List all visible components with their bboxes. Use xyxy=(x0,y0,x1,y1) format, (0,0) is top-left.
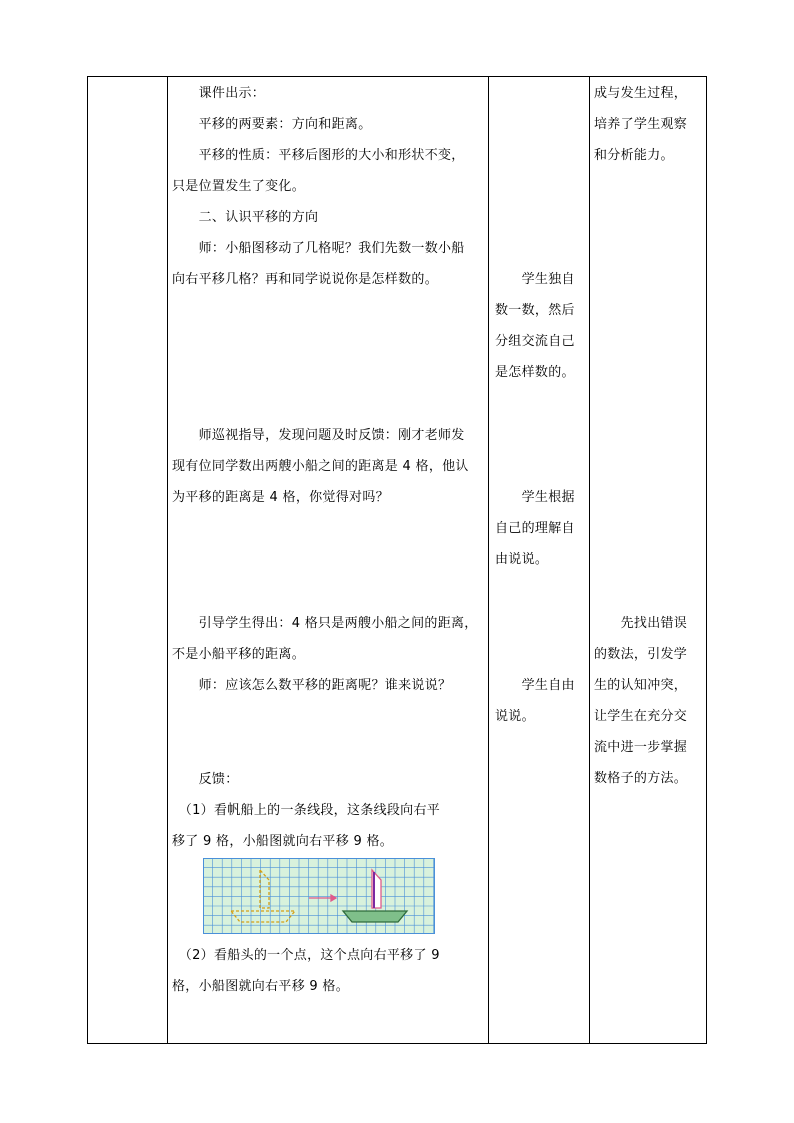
text-line: 课件出示： xyxy=(172,86,266,101)
text-line: 和分析能力。 xyxy=(594,148,674,163)
text-line: 让学生在充分交 xyxy=(594,709,688,724)
text-line: 师巡视指导，发现问题及时反馈：刚才老师发 xyxy=(172,428,465,443)
text-line: 引导学生得出：4 格只是两艘小船之间的距离， xyxy=(172,616,478,631)
text-line: 不是小船平移的距离。 xyxy=(172,647,306,662)
text-line: 向右平移几格？再和同学说说你是怎样数的。 xyxy=(172,272,439,287)
text-line: （2）看船头的一个点，这个点向右平移了 9 xyxy=(172,948,440,963)
text-line: 的数法，引发学 xyxy=(594,647,688,662)
text-line: 先找出错误 xyxy=(594,616,688,631)
text-line: 学生根据 xyxy=(495,490,575,505)
text-line: 反馈： xyxy=(172,772,239,787)
text-line: 格，小船图就向右平移 9 格。 xyxy=(172,979,350,994)
column-divider xyxy=(488,77,489,1043)
text-line: 平移的两要素：方向和距离。 xyxy=(172,117,372,132)
text-line: 自己的理解自 xyxy=(495,521,575,536)
text-line: 二、认识平移的方向 xyxy=(172,210,319,225)
text-line: 数一数，然后 xyxy=(495,303,575,318)
text-line: 师：应该怎么数平移的距离呢？谁来说说？ xyxy=(172,678,452,693)
column-divider xyxy=(589,77,590,1043)
moved-hull xyxy=(343,911,407,922)
text-line: 流中进一步掌握 xyxy=(594,740,688,755)
text-line: 说说。 xyxy=(495,709,535,724)
text-line: （1）看帆船上的一条线段，这条线段向右平 xyxy=(172,803,441,818)
text-line: 培养了学生观察 xyxy=(594,117,688,132)
text-line: 生的认知冲突， xyxy=(594,678,688,693)
text-line: 成与发生过程， xyxy=(594,86,688,101)
boat-translation-figure xyxy=(203,858,435,934)
text-line: 学生自由 xyxy=(495,678,575,693)
text-line: 学生独自 xyxy=(495,272,575,287)
grid-background xyxy=(204,859,435,934)
text-line: 平移的性质：平移后图形的大小和形状不变， xyxy=(172,148,465,163)
text-line: 数格子的方法。 xyxy=(594,771,688,786)
text-line: 由说说。 xyxy=(495,552,549,567)
text-line: 为平移的距离是 4 格，你觉得对吗？ xyxy=(172,490,389,505)
text-line: 只是位置发生了变化。 xyxy=(172,179,306,194)
text-line: 移了 9 格，小船图就向右平移 9 格。 xyxy=(172,834,394,849)
column-divider xyxy=(167,77,168,1043)
text-line: 是怎样数的。 xyxy=(495,365,575,380)
text-line: 分组交流自己 xyxy=(495,334,575,349)
text-line: 师：小船图移动了几格呢？我们先数一数小船 xyxy=(172,241,465,256)
text-line: 现有位同学数出两艘小船之间的距离是 4 格，他认 xyxy=(172,459,469,474)
